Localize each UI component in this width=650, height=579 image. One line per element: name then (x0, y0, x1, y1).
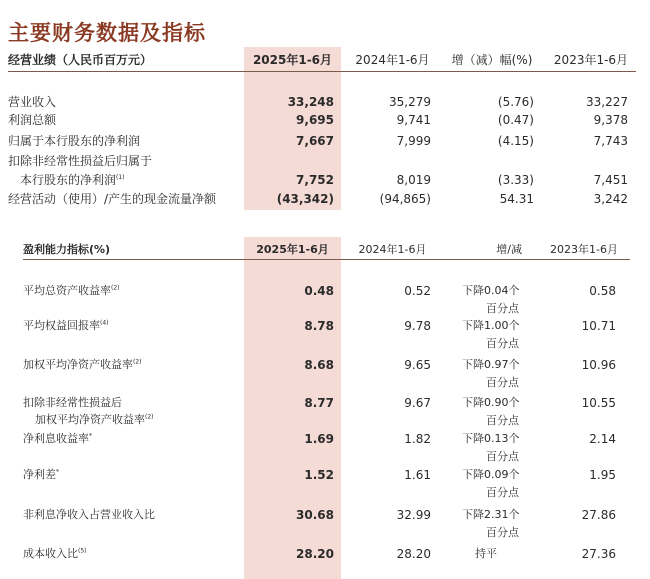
table-cell-2025: 8.68 (304, 358, 334, 372)
table1-header-rule (8, 71, 636, 72)
table-cell-change-unit: 百分点 (486, 450, 519, 463)
table-cell-2025: 33,248 (287, 95, 334, 109)
table-cell-change: 下降0.09个 (462, 468, 520, 481)
table1-header-label: 经营业绩（人民币百万元） (8, 53, 153, 67)
table2-header-2025: 2025年1-6月 (256, 243, 329, 256)
table-cell-2023: 33,227 (586, 95, 628, 109)
table-cell-change: 下降2.31个 (462, 508, 520, 521)
table-cell-2025: 7,667 (296, 134, 334, 148)
table-cell-change: (3.33) (497, 173, 534, 187)
table-cell-2023: 2.14 (589, 432, 616, 446)
table2-header-2023: 2023年1-6月 (550, 243, 618, 256)
table-cell-2024: 9.78 (404, 319, 431, 333)
table-cell-2025: 1.52 (304, 468, 334, 482)
table-cell-change: 54.31 (499, 192, 534, 206)
table-cell-2025: 8.78 (304, 319, 334, 333)
table-cell-2023: 27.86 (581, 508, 616, 522)
table-cell-2023: 9,378 (593, 113, 628, 127)
table-cell-2025: (43,342) (276, 192, 334, 206)
table-cell-2024: 9,741 (396, 113, 431, 127)
table-cell-change: (0.47) (497, 113, 534, 127)
table-cell-2025: 9,695 (296, 113, 334, 127)
table-cell-2024: 32.99 (396, 508, 431, 522)
page-title: 主要财务数据及指标 (8, 21, 206, 45)
table-cell-change: (5.76) (497, 95, 534, 109)
table-cell-2025: 7,752 (296, 173, 334, 187)
table2-header-change: 增/减 (496, 243, 522, 256)
table-cell-2025: 0.48 (304, 284, 334, 298)
table-row-label: 净利差* (23, 468, 59, 481)
table-row-label: 成本收入比$^{(5)}$ (23, 547, 87, 560)
table-cell-change: 下降1.00个 (462, 319, 520, 332)
table-row-label: 经营活动（使用）/产生的现金流量净额 (8, 192, 217, 206)
table1-header-2023: 2023年1-6月 (553, 53, 629, 67)
table-cell-2024: 1.61 (404, 468, 431, 482)
table-cell-2024: 0.52 (404, 284, 431, 298)
table-row-label: 利润总额 (8, 113, 57, 127)
table-row-label: 净利息收益率* (23, 432, 92, 445)
table-row-label: 平均总资产收益率$^{(2)}$ (23, 284, 120, 297)
table-cell-2023: 10.71 (581, 319, 616, 333)
table2-header-2024: 2024年1-6月 (358, 243, 427, 256)
table-row-label: 非利息净收入占营业收入比 (23, 508, 155, 521)
table-cell-2023: 1.95 (589, 468, 616, 482)
table1-header-2025: 2025年1-6月 (252, 53, 333, 67)
table-cell-change-unit: 百分点 (486, 302, 519, 315)
table-cell-2024: 9.65 (404, 358, 431, 372)
table-cell-change-unit: 百分点 (486, 486, 519, 499)
table-cell-2023: 7,743 (593, 134, 628, 148)
table-row-label: 归属于本行股东的净利润 (8, 134, 141, 148)
table-row-label-line2: 本行股东的净利润$^{(1)}$ (20, 173, 125, 187)
table2-header-label: 盈利能力指标(%) (23, 243, 111, 256)
table-row-label: 营业收入 (8, 95, 57, 109)
table-cell-2023: 10.55 (581, 396, 616, 410)
table-cell-2024: 8,019 (396, 173, 431, 187)
table-cell-2024: 9.67 (404, 396, 431, 410)
table-cell-change: 下降0.97个 (462, 358, 520, 371)
table-cell-2023: 10.96 (581, 358, 616, 372)
table-cell-2023: 3,242 (593, 192, 628, 206)
table-cell-2023: 7,451 (593, 173, 628, 187)
table-cell-2025: 30.68 (296, 508, 334, 522)
table-cell-2023: 27.36 (581, 547, 616, 561)
table1-header-2024: 2024年1-6月 (355, 53, 430, 67)
table-cell-2024: 28.20 (396, 547, 431, 561)
table-cell-change-unit: 百分点 (486, 526, 519, 539)
table-row-label: 扣除非经常性损益后 (23, 396, 122, 409)
table-cell-change-unit: 百分点 (486, 337, 519, 350)
table-cell-change: 下降0.13个 (462, 432, 520, 445)
table-row-label: 扣除非经常性损益后归属于 (8, 154, 153, 168)
table-cell-2025: 1.69 (304, 432, 334, 446)
table-cell-change-unit: 百分点 (486, 376, 519, 389)
table-cell-2025: 28.20 (296, 547, 334, 561)
table-cell-change: 下降0.90个 (462, 396, 520, 409)
table-cell-2024: 35,279 (389, 95, 431, 109)
table-cell-change: 下降0.04个 (462, 284, 520, 297)
table-cell-change: 持平 (475, 547, 497, 560)
table-cell-change-unit: 百分点 (486, 414, 519, 427)
table2-header-rule (23, 259, 630, 260)
table-row-label-line2: 加权平均净资产收益率$^{(2)}$ (35, 413, 154, 426)
table-row-label: 平均权益回报率$^{(4)}$ (23, 319, 109, 332)
table-cell-2025: 8.77 (304, 396, 334, 410)
table-cell-2024: 7,999 (396, 134, 431, 148)
table-cell-2024: (94,865) (379, 192, 431, 206)
table-cell-2024: 1.82 (404, 432, 431, 446)
table-row-label: 加权平均净资产收益率$^{(2)}$ (23, 358, 142, 371)
table-cell-change: (4.15) (497, 134, 534, 148)
table-cell-2023: 0.58 (589, 284, 616, 298)
table1-header-change: 增（减）幅(%) (451, 53, 533, 67)
